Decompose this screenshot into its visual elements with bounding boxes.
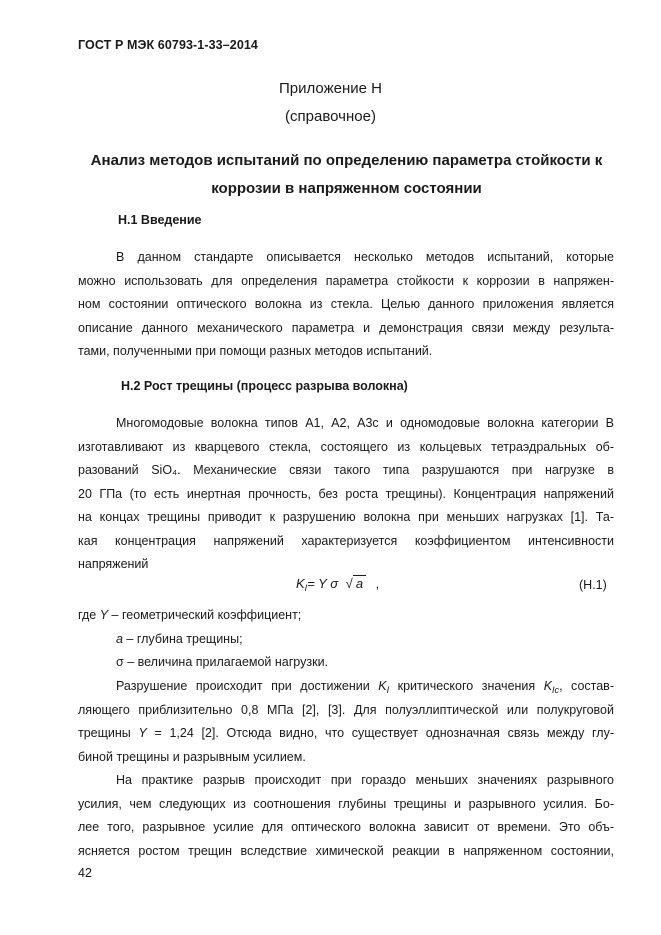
definition-sigma	[78, 651, 328, 675]
symbol-sigma: σ	[116, 655, 124, 669]
definition-a-text: – глубина трещины;	[122, 631, 243, 646]
main-title-line-2: коррозии в напряженном состоянии	[211, 180, 482, 197]
section-heading-intro: Н.1 Введение	[118, 213, 202, 227]
main-title	[74, 147, 619, 203]
paragraph-intro	[78, 246, 614, 364]
text-line: на концах трещины приводит к разрушению волокна при меньших нагрузках [1]. Та-	[78, 510, 614, 524]
text-line: В данном стандарте описывается несколько методов испытаний, которые	[116, 250, 614, 264]
page-number: 42	[78, 866, 92, 880]
where-label: где	[78, 608, 97, 622]
main-title-line-1: Анализ методов испытаний по определению параметра стойкости к	[90, 152, 603, 169]
paragraph-practice	[78, 769, 614, 863]
formula-k: K	[296, 576, 305, 591]
symbol-y: Y	[99, 608, 109, 622]
formula-definitions	[78, 604, 328, 675]
text-line: описание данного механического параметра и демонстрация связи между результа-	[78, 320, 614, 335]
definition-y-text: – геометрический коэффициент;	[108, 608, 302, 622]
appendix-subtitle: (справочное)	[285, 108, 376, 125]
square-root: √ a	[346, 575, 366, 591]
definition-a	[78, 628, 328, 652]
text-line: разований SiO₄. Механические связи такого типа разрушаются при нагрузке в	[78, 463, 614, 477]
equation-number: (Н.1)	[579, 578, 607, 592]
text-line: ном состоянии оптического волокна из стекла. Целью данного приложения является	[78, 297, 614, 311]
definition-sigma-text: – величина прилагаемой нагрузки.	[123, 655, 329, 669]
formula-stress-intensity	[296, 575, 379, 593]
text-line: кая концентрация напряжений характеризуется коэффициентом интенсивности	[78, 533, 614, 548]
appendix-title: Приложение Н	[279, 80, 382, 97]
text-line: биной трещины и разрывным усилием.	[78, 749, 306, 764]
definition-y	[78, 604, 328, 628]
text-line: ясняется ростом трещин вследствие химической реакции в напряженном состоянии,	[78, 843, 614, 858]
text-line: На практике разрыв происходит при гораздо меньших значениях разрывного	[116, 773, 614, 787]
text-line: трещины Y = 1,24 [2]. Отсюда видно, что существует однозначная связь между глу-	[78, 726, 614, 740]
text-line: ляющего приблизительно 0,8 МПа [2], [3]. Для полуэллиптической или полукруговой	[78, 702, 614, 717]
text-line: лее того, разрывное усилие для оптического волокна зависит от времени. Это объ-	[78, 820, 614, 834]
text-line: 20 ГПа (то есть инертная прочность, без роста трещины). Концентрация напряжений	[78, 486, 614, 501]
paragraph-crack-growth	[78, 412, 614, 577]
text-line: Многомодовые волокна типов А1, А2, А3с и одномодовые волокна категории В	[116, 416, 614, 430]
formula-k-subscript: I	[304, 583, 308, 593]
text-line: усилия, чем следующих из соотношения глубины трещины и разрывного усилия. Бо-	[78, 796, 614, 811]
text-line: можно использовать для определения параметра стойкости к коррозии в напряжен-	[78, 273, 614, 288]
section-heading-crack-growth: Н.2 Рост трещины (процесс разрыва волокна)	[121, 379, 408, 393]
document-id: ГОСТ Р МЭК 60793-1-33–2014	[78, 38, 258, 52]
text-line: напряжений	[78, 557, 149, 571]
text-line: изготавливают из кварцевого стекла, состоящего из кольцевых тетраэдральных об-	[78, 439, 614, 454]
text-line: тами, полученными при помощи разных методов испытаний.	[78, 344, 433, 358]
text-line: Разрушение происходит при достижении $K_I$ критического значения $K_{Ic}$, состав-	[116, 679, 614, 695]
formula-rest: = Y σ	[307, 576, 339, 591]
formula-comma: ,	[375, 576, 380, 591]
symbol-a: a	[116, 631, 123, 646]
formula-radicand: a	[353, 575, 366, 591]
paragraph-fracture	[78, 675, 614, 769]
